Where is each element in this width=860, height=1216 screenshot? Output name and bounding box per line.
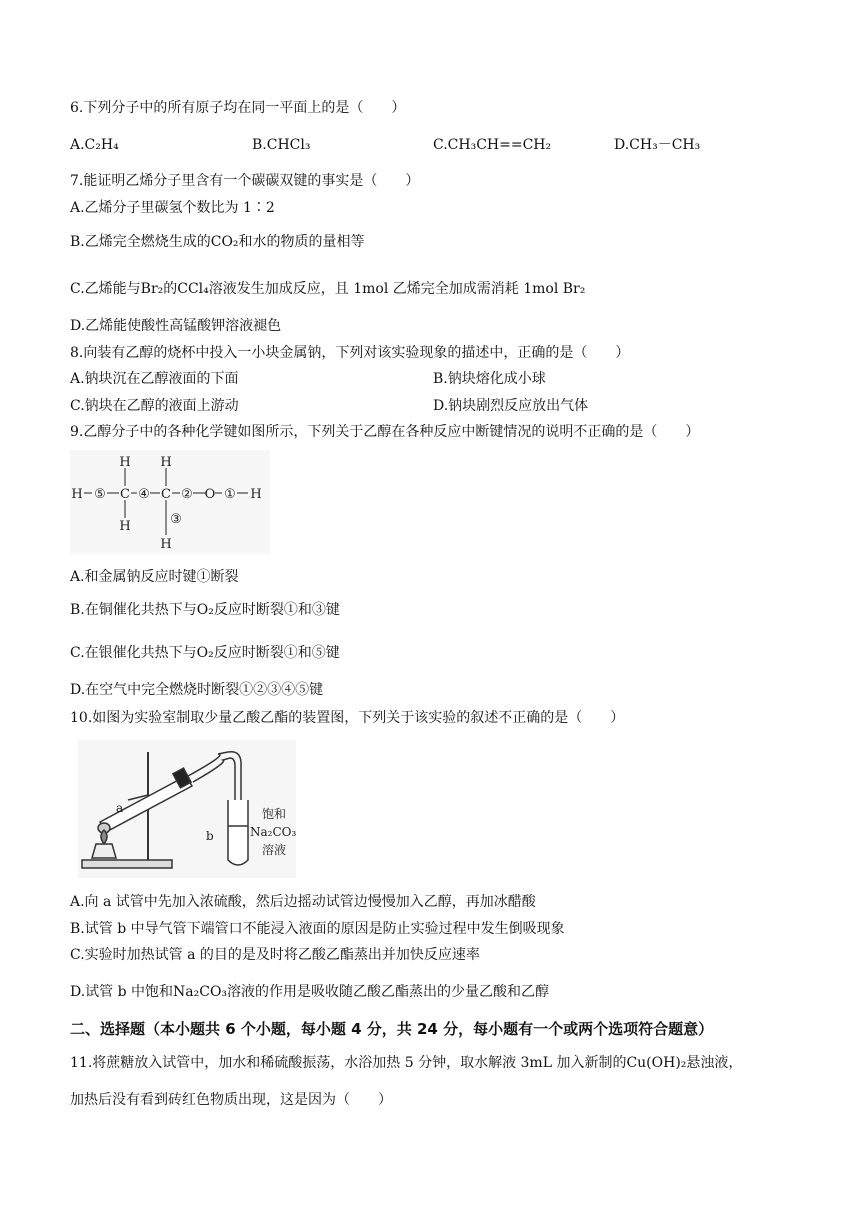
atom-h: H <box>250 487 262 502</box>
q6-option-d: D.CH₃－CH₃ <box>614 137 701 153</box>
q8-option-a: A.钠块沉在乙醇液面的下面 <box>70 371 239 387</box>
q9-stem: 9.乙醇分子中的各种化学键如图所示，下列关于乙醇在各种反应中断键情况的说明不正确的是（ ） <box>70 424 700 440</box>
q7-option-d: D.乙烯能使酸性高锰酸钾溶液褪色 <box>70 318 282 334</box>
q9-option-b: B.在铜催化共热下与O₂反应时断裂①和③键 <box>70 602 340 618</box>
atom-h: H <box>160 537 172 552</box>
atom-h: H <box>71 487 83 502</box>
q10-option-b: B.试管 b 中导气管下端管口不能浸入液面的原因是防止实验过程中发生倒吸现象 <box>70 921 565 937</box>
q11-line-2: 加热后没有看到砖红色物质出现，这是因为（ ） <box>70 1092 392 1108</box>
solution-label-2: Na₂CO₃ <box>250 825 296 839</box>
bond-label-4: ④ <box>138 487 150 502</box>
ester-apparatus-figure <box>78 740 296 882</box>
q7-stem: 7.能证明乙烯分子里含有一个碳碳双键的事实是（ ） <box>70 173 420 189</box>
atom-h: H <box>119 519 131 534</box>
q6-option-a: A.C₂H₄ <box>70 137 119 153</box>
q6-option-c: C.CH₃CH==CH₂ <box>433 137 552 153</box>
atom-c: C <box>161 487 171 502</box>
tube-a-label: a <box>116 801 124 815</box>
bond-label-5: ⑤ <box>94 487 106 502</box>
q10-option-c: C.实验时加热试管 a 的目的是及时将乙酸乙酯蒸出并加快反应速率 <box>70 947 480 963</box>
bond-label-3: ③ <box>170 512 182 527</box>
q11-line-1: 11.将蔗糖放入试管中，加水和稀硫酸振荡，水浴加热 5 分钟，取水解液 3mL 加入新制的Cu(OH)₂悬浊液， <box>70 1055 743 1071</box>
q8-option-c: C.钠块在乙醇的液面上游动 <box>70 398 239 414</box>
q7-option-a: A.乙烯分子里碳氢个数比为 1∶2 <box>70 200 275 216</box>
atom-h: H <box>160 455 172 470</box>
q8-option-d: D.钠块剧烈反应放出气体 <box>433 398 589 414</box>
q8-stem: 8.向装有乙醇的烧杯中投入一小块金属钠，下列对该实验现象的描述中，正确的是（ ） <box>70 345 630 361</box>
q10-option-d: D.试管 b 中饱和Na₂CO₃溶液的作用是吸收随乙酸乙酯蒸出的少量乙酸和乙醇 <box>70 984 550 1000</box>
atom-o: O <box>204 487 216 502</box>
atom-h: H <box>119 455 131 470</box>
q10-stem: 10.如图为实验室制取少量乙酸乙酯的装置图，下列关于该实验的叙述不正确的是（ ） <box>70 710 625 726</box>
q8-option-b: B.钠块熔化成小球 <box>433 371 546 387</box>
section-heading: 二、选择题（本小题共 6 个小题，每小题 4 分，共 24 分，每小题有一个或两个选项符合题意） <box>70 1020 714 1038</box>
bond-label-1: ① <box>224 487 236 502</box>
atom-c: C <box>120 487 130 502</box>
ethanol-bond-diagram <box>70 450 270 558</box>
bond-label-2: ② <box>181 487 193 502</box>
solution-label-1: 饱和 <box>262 807 287 821</box>
q6-option-b: B.CHCl₃ <box>252 137 311 153</box>
q10-option-a: A.向 a 试管中先加入浓硫酸，然后边摇动试管边慢慢加入乙醇，再加冰醋酸 <box>70 894 536 910</box>
q7-option-c: C.乙烯能与Br₂的CCl₄溶液发生加成反应，且 1mol 乙烯完全加成需消耗 1mol Br₂ <box>70 281 586 297</box>
q6-stem: 6.下列分子中的所有原子均在同一平面上的是（ ） <box>70 100 406 116</box>
q9-option-c: C.在银催化共热下与O₂反应时断裂①和⑤键 <box>70 645 340 661</box>
q7-option-b: B.乙烯完全燃烧生成的CO₂和水的物质的量相等 <box>70 234 365 250</box>
solution-label-3: 溶液 <box>262 843 287 857</box>
q9-option-d: D.在空气中完全燃烧时断裂①②③④⑤键 <box>70 682 324 698</box>
tube-b-label: b <box>206 829 214 843</box>
q9-option-a: A.和金属钠反应时键①断裂 <box>70 569 239 585</box>
